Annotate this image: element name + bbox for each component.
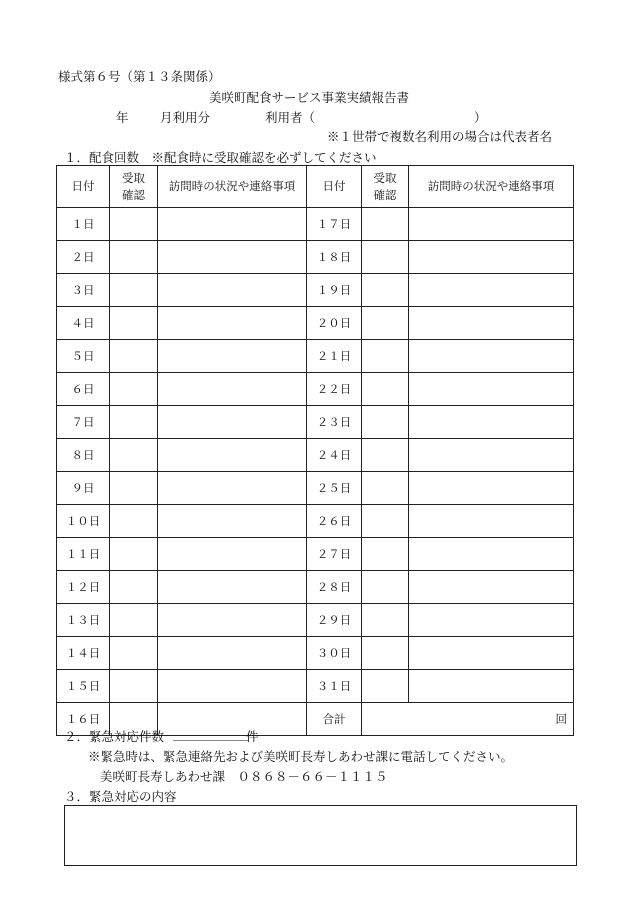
table-row [57, 439, 574, 472]
receipt-check-cell[interactable] [110, 637, 158, 670]
situation-cell[interactable] [158, 472, 307, 505]
receipt-check-cell[interactable] [362, 571, 409, 604]
table-row [57, 406, 574, 439]
receipt-check-cell[interactable] [110, 670, 158, 703]
day-cell: ２７日 [307, 538, 362, 571]
delivery-table [56, 165, 574, 736]
day-cell: ２４日 [307, 439, 362, 472]
situation-cell[interactable] [158, 373, 307, 406]
receipt-check-cell[interactable] [362, 406, 409, 439]
day-cell: １６日 [57, 703, 110, 736]
day-cell: １３日 [57, 604, 110, 637]
form-number: 様式第６号（第１３条関係） [58, 69, 221, 84]
situation-cell[interactable] [158, 604, 307, 637]
section2-label: ２．緊急対応件数 [64, 729, 165, 744]
header-situation: 訪問時の状況や連絡事項 [409, 166, 574, 208]
table-header-row [57, 166, 574, 208]
page-title: 美咲町配食サービス事業実績報告書 [209, 90, 410, 105]
situation-cell[interactable] [409, 208, 574, 241]
receipt-check-cell[interactable] [110, 505, 158, 538]
user-label: 利用者（ [265, 110, 316, 125]
situation-cell[interactable] [158, 340, 307, 373]
contact-info: 美咲町長寿しあわせ課 ０８６８－６６－１１１５ [100, 769, 388, 784]
situation-cell[interactable] [409, 637, 574, 670]
table-row [57, 340, 574, 373]
table-row [57, 505, 574, 538]
receipt-check-cell[interactable] [110, 604, 158, 637]
situation-cell[interactable] [409, 472, 574, 505]
receipt-check-cell[interactable] [362, 637, 409, 670]
situation-cell[interactable] [409, 670, 574, 703]
table-row [57, 670, 574, 703]
day-cell: １７日 [307, 208, 362, 241]
table-row [57, 241, 574, 274]
situation-cell[interactable] [158, 670, 307, 703]
situation-cell[interactable] [158, 241, 307, 274]
header-receipt [110, 166, 158, 208]
table-row [57, 307, 574, 340]
day-cell: １５日 [57, 670, 110, 703]
situation-cell[interactable] [409, 439, 574, 472]
situation-cell[interactable] [158, 274, 307, 307]
day-cell: １２日 [57, 571, 110, 604]
table-row [57, 472, 574, 505]
day-cell: １１日 [57, 538, 110, 571]
table-row [57, 208, 574, 241]
day-cell: ７日 [57, 406, 110, 439]
day-cell: ３日 [57, 274, 110, 307]
header-situation: 訪問時の状況や連絡事項 [158, 166, 307, 208]
period-month-label: 月利用分 [160, 110, 211, 125]
table-row [57, 637, 574, 670]
day-cell: １９日 [307, 274, 362, 307]
table-row [57, 538, 574, 571]
total-label: 合計 [307, 703, 362, 736]
situation-cell[interactable] [409, 373, 574, 406]
receipt-check-cell[interactable] [362, 307, 409, 340]
day-cell: ２８日 [307, 571, 362, 604]
situation-cell[interactable] [158, 538, 307, 571]
receipt-check-cell[interactable] [362, 208, 409, 241]
header-receipt-line1: 受取 [122, 170, 145, 185]
day-cell: １０日 [57, 505, 110, 538]
situation-cell[interactable] [409, 340, 574, 373]
receipt-check-cell[interactable] [110, 274, 158, 307]
receipt-check-cell[interactable] [110, 307, 158, 340]
receipt-check-cell[interactable] [110, 571, 158, 604]
day-cell: ８日 [57, 439, 110, 472]
day-cell: ３１日 [307, 670, 362, 703]
situation-cell[interactable] [409, 538, 574, 571]
emergency-note: ※緊急時は、緊急連絡先および美咲町長寿しあわせ課に電話してください。 [88, 749, 514, 764]
emergency-count-unit: 件 [246, 729, 259, 744]
header-receipt [362, 166, 409, 208]
day-cell: ９日 [57, 472, 110, 505]
day-cell: ２０日 [307, 307, 362, 340]
table-row [57, 571, 574, 604]
table-row [57, 373, 574, 406]
situation-cell[interactable] [409, 406, 574, 439]
situation-cell[interactable] [409, 571, 574, 604]
receipt-check-cell[interactable] [362, 274, 409, 307]
header-receipt-line1: 受取 [373, 170, 397, 185]
receipt-check-cell[interactable] [110, 241, 158, 274]
emergency-count-blank[interactable]: ＿＿＿＿＿＿ [173, 727, 249, 742]
situation-cell[interactable] [409, 307, 574, 340]
day-cell: １８日 [307, 241, 362, 274]
receipt-check-cell[interactable] [362, 241, 409, 274]
header-date: 日付 [57, 166, 110, 208]
day-cell: ６日 [57, 373, 110, 406]
emergency-details-box[interactable] [64, 805, 577, 866]
header-receipt-line2: 確認 [373, 187, 397, 202]
receipt-check-cell[interactable] [362, 472, 409, 505]
section3-heading: ３．緊急対応の内容 [64, 789, 177, 804]
receipt-check-cell[interactable] [362, 538, 409, 571]
header-receipt-line2: 確認 [122, 187, 145, 202]
situation-cell[interactable] [158, 439, 307, 472]
day-cell: ２３日 [307, 406, 362, 439]
situation-cell[interactable] [158, 637, 307, 670]
receipt-check-cell[interactable] [110, 373, 158, 406]
section1-heading: １．配食回数 ※配食時に受取確認を必ずしてください [64, 150, 377, 165]
period-year-label: 年 [116, 110, 129, 125]
situation-cell[interactable] [158, 307, 307, 340]
day-cell: ２１日 [307, 340, 362, 373]
receipt-check-cell[interactable] [110, 208, 158, 241]
day-cell: ２２日 [307, 373, 362, 406]
table-row [57, 604, 574, 637]
day-cell: ２日 [57, 241, 110, 274]
receipt-check-cell[interactable] [362, 373, 409, 406]
situation-cell[interactable] [158, 571, 307, 604]
situation-cell[interactable] [158, 208, 307, 241]
header-date: 日付 [307, 166, 362, 208]
situation-cell[interactable] [409, 274, 574, 307]
situation-cell[interactable] [409, 241, 574, 274]
receipt-check-cell[interactable] [110, 406, 158, 439]
receipt-check-cell[interactable] [110, 340, 158, 373]
situation-cell[interactable] [409, 505, 574, 538]
situation-cell[interactable] [158, 505, 307, 538]
receipt-check-cell[interactable] [362, 670, 409, 703]
day-cell: ２５日 [307, 472, 362, 505]
day-cell: １日 [57, 208, 110, 241]
receipt-check-cell[interactable] [362, 604, 409, 637]
receipt-check-cell[interactable] [110, 538, 158, 571]
situation-cell[interactable] [409, 604, 574, 637]
household-note: ※１世帯で複数名利用の場合は代表者名 [327, 129, 553, 144]
day-cell: １４日 [57, 637, 110, 670]
table-row [57, 274, 574, 307]
day-cell: ２６日 [307, 505, 362, 538]
receipt-check-cell[interactable] [362, 505, 409, 538]
user-field[interactable] [318, 106, 468, 124]
day-cell: ３０日 [307, 637, 362, 670]
user-close-paren: ） [474, 110, 487, 125]
receipt-check-cell[interactable] [362, 439, 409, 472]
day-cell: ４日 [57, 307, 110, 340]
day-cell: ５日 [57, 340, 110, 373]
situation-cell[interactable] [158, 406, 307, 439]
receipt-check-cell[interactable] [362, 340, 409, 373]
receipt-check-cell[interactable] [110, 472, 158, 505]
total-value[interactable]: 回 [362, 703, 574, 736]
day-cell: ２９日 [307, 604, 362, 637]
receipt-check-cell[interactable] [110, 439, 158, 472]
